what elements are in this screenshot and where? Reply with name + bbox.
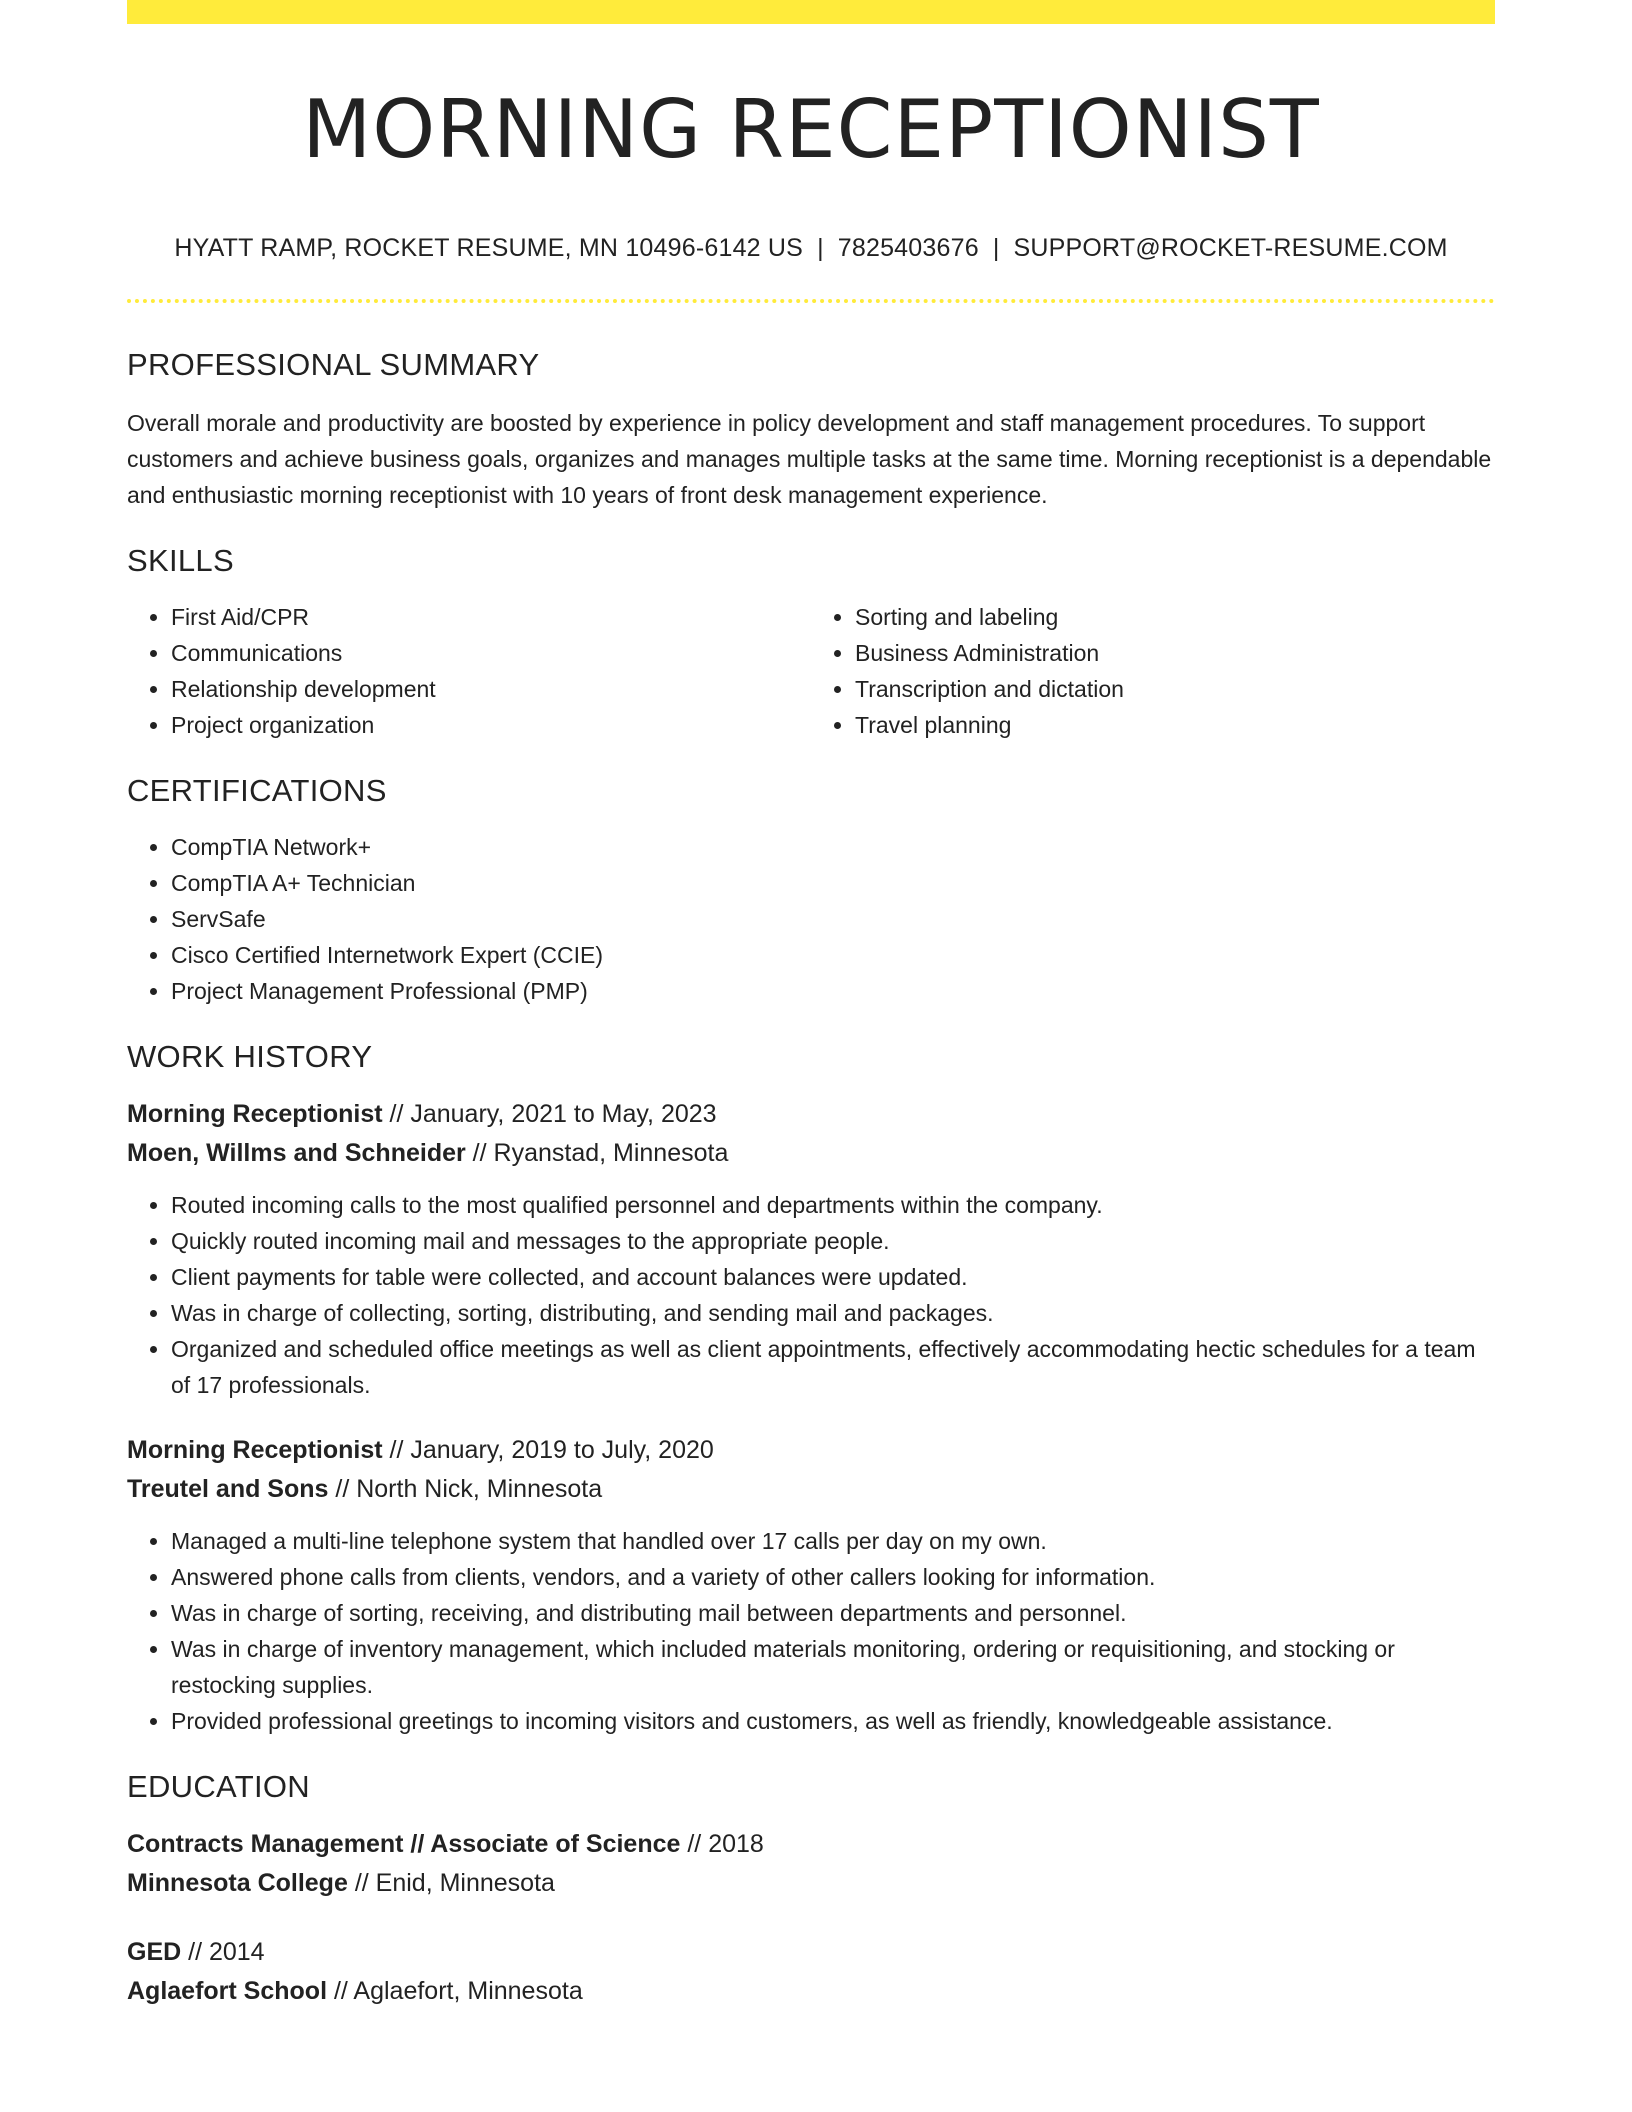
summary-text: Overall morale and productivity are boosted by experience in policy development and staff management procedures. To support customers and achieve business goals, organizes and manages multiple tasks at the same time. Morning receptionist is a dependable and enthusiastic morning receptionist with 10 years of front desk management experience. (127, 410, 1492, 508)
skills-heading: SKILLS (127, 543, 234, 578)
candidate-name: MORNING RECEPTIONIST (302, 83, 1320, 176)
job-company: Treutel and Sons (127, 1475, 329, 1503)
certifications-heading: CERTIFICATIONS (127, 773, 387, 808)
job-location: // North Nick, Minnesota (328, 1475, 603, 1503)
job-bullets (127, 1187, 1495, 1403)
skills-list-left (127, 599, 811, 743)
contact-separator: | (817, 234, 824, 262)
job-bullet: • Quickly routed incoming mail and messages to the appropriate people. (171, 1223, 1495, 1259)
job-bullet: • Was in charge of inventory management, which included materials monitoring, ordering or requisitioning, and stocking or restocking supplies. (171, 1631, 1495, 1703)
job-company: Moen, Willms and Schneider (127, 1139, 466, 1167)
job-dates: // January, 2021 to May, 2023 (382, 1100, 717, 1128)
job-title-line (127, 1431, 1495, 1470)
job-bullet: • Client payments for table were collected, and account balances were updated. (171, 1259, 1495, 1295)
job-bullet: • Managed a multi-line telephone system that handled over 17 calls per day on my own. (171, 1523, 1495, 1559)
education-entry (127, 1933, 1495, 2011)
skill-item: • Transcription and dictation (855, 671, 1495, 707)
certification-item: • CompTIA Network+ (171, 829, 1495, 865)
job-role: Morning Receptionist (127, 1100, 383, 1128)
skill-item: • Communications (171, 635, 811, 671)
education-school: Minnesota College (127, 1869, 348, 1897)
skill-item: • Sorting and labeling (855, 599, 1495, 635)
education-degree: Contracts Management // Associate of Science (127, 1830, 681, 1858)
job-bullet: • Routed incoming calls to the most qualified personnel and departments within the company. (171, 1187, 1495, 1223)
certification-item: • Project Management Professional (PMP) (171, 973, 1495, 1009)
education-degree-line (127, 1933, 1495, 1972)
header-divider (127, 299, 1495, 303)
resume-page (127, 0, 1495, 2011)
job-company-line (127, 1134, 1495, 1173)
job-entry (127, 1431, 1495, 1739)
education-location: // Enid, Minnesota (347, 1869, 555, 1897)
job-bullet: • Was in charge of sorting, receiving, and distributing mail between departments and personnel. (171, 1595, 1495, 1631)
education-degree: GED (127, 1938, 182, 1966)
work-history-heading: WORK HISTORY (127, 1039, 373, 1074)
summary-heading: PROFESSIONAL SUMMARY (127, 347, 540, 382)
accent-bar (127, 0, 1495, 24)
job-location: // Ryanstad, Minnesota (465, 1139, 729, 1167)
education-entry (127, 1825, 1495, 1903)
education-year: // 2014 (181, 1938, 265, 1966)
job-title-line (127, 1095, 1495, 1134)
skill-item: • First Aid/CPR (171, 599, 811, 635)
certifications-list (127, 829, 1495, 1009)
skills-list-right (811, 599, 1495, 743)
skill-item: • Project organization (171, 707, 811, 743)
certification-item: • CompTIA A+ Technician (171, 865, 1495, 901)
skills-columns (127, 599, 1495, 743)
certification-item: • ServSafe (171, 901, 1495, 937)
education-school: Aglaefort School (127, 1977, 328, 2005)
job-dates: // January, 2019 to July, 2020 (382, 1436, 714, 1464)
job-role: Morning Receptionist (127, 1436, 383, 1464)
job-company-line (127, 1470, 1495, 1509)
skill-item: • Relationship development (171, 671, 811, 707)
contact-separator: | (992, 234, 1000, 262)
contact-email: SUPPORT@ROCKET-RESUME.COM (1013, 234, 1448, 262)
job-bullet: • Organized and scheduled office meetings as well as client appointments, effectively accommodating hectic schedules for a team of 17 professionals. (171, 1331, 1495, 1403)
skill-item: • Travel planning (855, 707, 1495, 743)
contact-address: HYATT RAMP, ROCKET RESUME, MN 10496-6142 US (174, 234, 804, 262)
certification-item: • Cisco Certified Internetwork Expert (CCIE) (171, 937, 1495, 973)
contact-phone: 7825403676 (837, 234, 979, 262)
job-entry (127, 1095, 1495, 1403)
contact-line (127, 234, 1495, 263)
education-heading: EDUCATION (127, 1769, 310, 1804)
job-bullet: • Was in charge of collecting, sorting, distributing, and sending mail and packages. (171, 1295, 1495, 1331)
education-school-line (127, 1972, 1495, 2011)
job-bullet: • Provided professional greetings to incoming visitors and customers, as well as friendly, knowledgeable assistance. (171, 1703, 1495, 1739)
skill-item: • Business Administration (855, 635, 1495, 671)
job-bullet: • Answered phone calls from clients, vendors, and a variety of other callers looking for information. (171, 1559, 1495, 1595)
job-bullets (127, 1523, 1495, 1739)
education-degree-line (127, 1825, 1495, 1864)
education-school-line (127, 1864, 1495, 1903)
education-location: // Aglaefort, Minnesota (327, 1977, 583, 2005)
education-year: // 2018 (680, 1830, 764, 1858)
